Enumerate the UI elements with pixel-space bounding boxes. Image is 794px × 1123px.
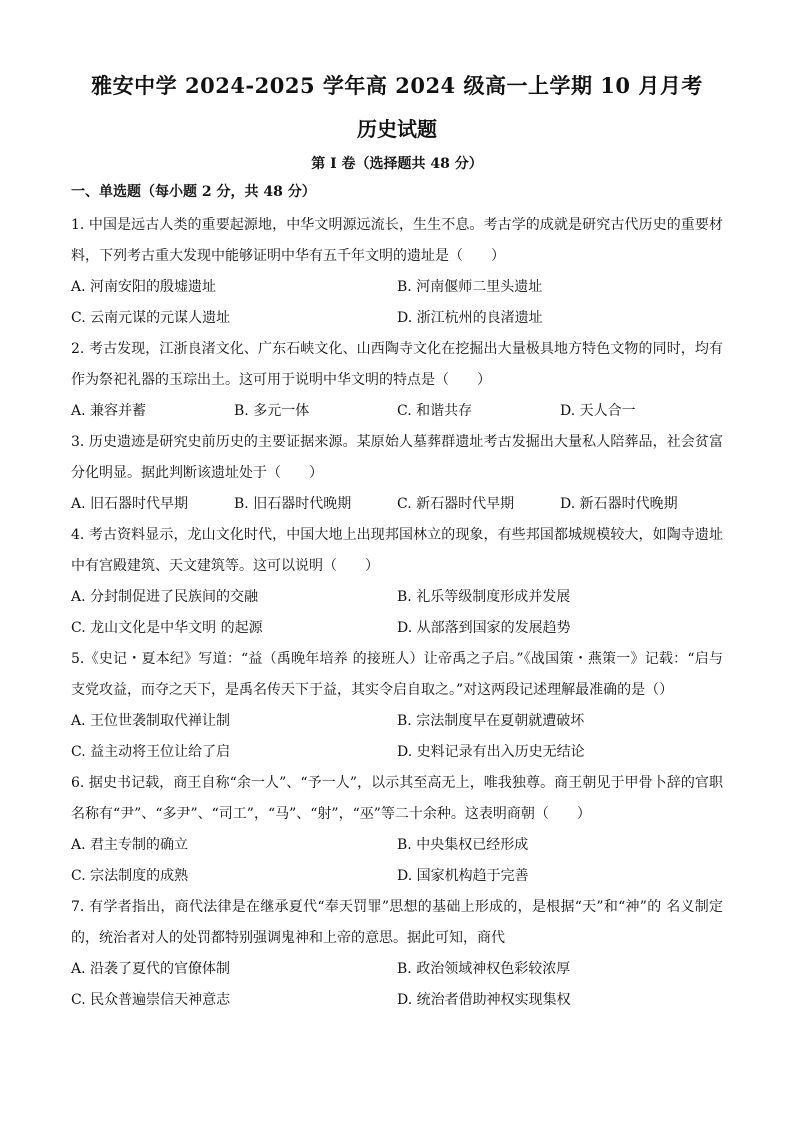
question-1	[71, 210, 723, 334]
question-7	[71, 892, 723, 1016]
question-stem: 4. 考古资料显示，龙山文化时代，中国大地上出现邦国林立的现象，有些邦国都城规模较大，如陶寺遗址中有宫殿建筑、天文建筑等。这可以说明（ ）	[71, 527, 723, 574]
option-d: D. 新石器时代晚期	[560, 496, 678, 512]
option-a: A. 沿袭了夏代的官僚体制	[71, 961, 231, 977]
option-b: B. 政治领域神权色彩较浓厚	[397, 961, 571, 977]
option-d: D. 从部落到国家的发展趋势	[397, 620, 571, 636]
option-d: D. 天人合一	[560, 403, 636, 419]
question-stem: 6. 据史书记载，商王自称“余一人”、“予一人”，以示其至高无上，唯我独尊。商王朝见于甲骨卜辞的官职名称有“尹”、“多尹”、“司工”，“马”、“射”，“巫”等二十余种。这表明商朝（ ）	[71, 775, 723, 822]
option-a: A. 君主专制的确立	[71, 837, 189, 853]
question-list	[71, 210, 723, 1016]
option-a: A. 分封制促进了民族间的交融	[71, 589, 259, 605]
option-a: A. 河南安阳的殷墟遗址	[71, 279, 217, 295]
option-group	[71, 706, 723, 768]
option-b: B. 礼乐等级制度形成并发展	[397, 589, 571, 605]
question-5	[71, 644, 723, 768]
section-heading: 一、单选题（每小题 2 分，共 48 分）	[71, 184, 316, 200]
option-c: C. 和谐共存	[397, 403, 473, 419]
question-2	[71, 334, 723, 427]
option-d: D. 史料记录有出入历史无结论	[397, 744, 585, 760]
exam-subject: 历史试题	[357, 117, 437, 141]
option-b: B. 多元一体	[234, 403, 310, 419]
option-c: C. 龙山文化是中华文明 的起源	[71, 620, 263, 636]
option-c: C. 新石器时代早期	[397, 496, 515, 512]
option-b: B. 中央集权已经形成	[397, 837, 529, 853]
question-6	[71, 768, 723, 892]
question-stem: 7. 有学者指出，商代法律是在继承夏代“奉天罚罪”思想的基础上形成的，是根据“天”和“神”的 名义制定的，统治者对人的处罚都特别强调鬼神和上帝的意思。据此可知，商代	[71, 899, 723, 946]
option-c: C. 云南元谋的元谋人遗址	[71, 310, 231, 326]
option-group	[71, 272, 723, 334]
option-c: C. 宗法制度的成熟	[71, 868, 189, 884]
option-d: D. 统治者借助神权实现集权	[397, 992, 571, 1008]
question-stem: 5.《史记・夏本纪》写道：“益（禹晚年培养 的接班人）让帝禹之子启。”《战国策・燕策一》记载：“启与支党攻益，而夺之天下，是禹名传天下于益，其实令启自取之。”对这两段记述理解最准确的是（）	[71, 651, 723, 698]
option-d: D. 浙江杭州的良渚遗址	[397, 310, 543, 326]
option-group	[71, 489, 723, 520]
option-b: B. 宗法制度早在夏朝就遭破坏	[397, 713, 585, 729]
exam-title: 雅安中学 2024-2025 学年高 2024 级高一上学期 10 月月考	[91, 73, 703, 98]
option-group	[71, 396, 723, 427]
option-group	[71, 582, 723, 644]
option-a: A. 旧石器时代早期	[71, 496, 189, 512]
option-group	[71, 954, 723, 1016]
option-d: D. 国家机构趋于完善	[397, 868, 529, 884]
option-a: A. 兼容并蓄	[71, 403, 147, 419]
question-4	[71, 520, 723, 644]
question-stem: 1. 中国是远古人类的重要起源地，中华文明源远流长，生生不息。考古学的成就是研究古代历史的重要材料，下列考古重大发现中能够证明中华有五千年文明的遗址是（ ）	[71, 217, 723, 264]
option-a: A. 王位世袭制取代禅让制	[71, 713, 231, 729]
option-group	[71, 830, 723, 892]
option-b: B. 旧石器时代晚期	[234, 496, 352, 512]
question-stem: 3. 历史遗迹是研究史前历史的主要证据来源。某原始人墓葬群遗址考古发掘出大量私人陪葬品，社会贫富分化明显。据此判断该遗址处于（ ）	[71, 434, 723, 481]
option-c: C. 民众普遍崇信天神意志	[71, 992, 231, 1008]
part-heading: 第 I 卷（选择题共 48 分）	[311, 156, 483, 172]
question-3	[71, 427, 723, 520]
option-c: C. 益主动将王位让给了启	[71, 744, 231, 760]
question-stem: 2. 考古发现，江浙良渚文化、广东石峡文化、山西陶寺文化在挖掘出大量极具地方特色文物的同时，均有作为祭祀礼器的玉琮出土。这可用于说明中华文明的特点是（ ）	[71, 341, 723, 388]
option-b: B. 河南偃师二里头遗址	[397, 279, 543, 295]
